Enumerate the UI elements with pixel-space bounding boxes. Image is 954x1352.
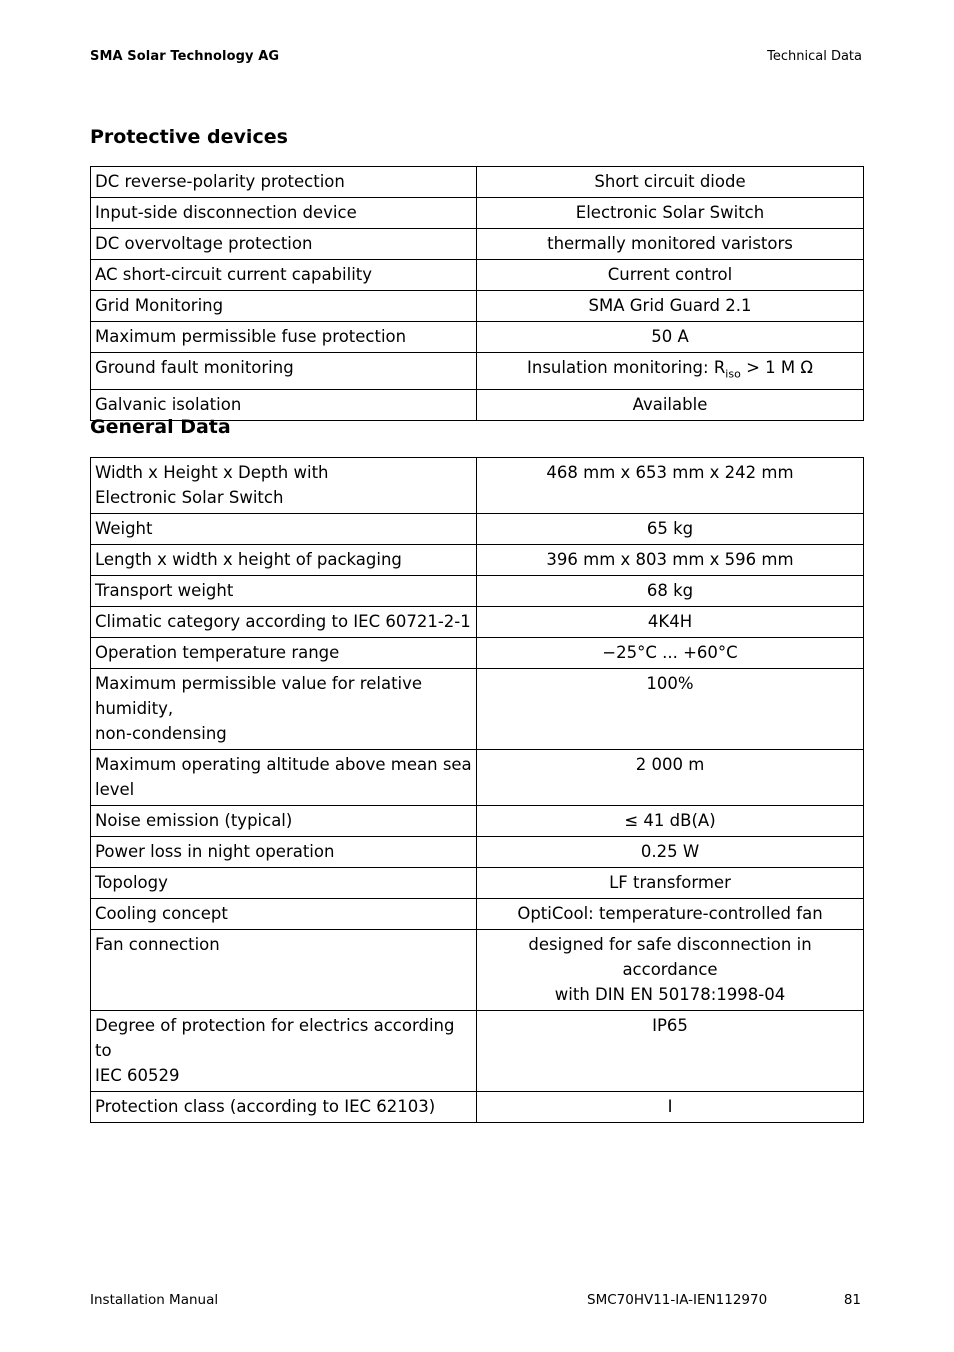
value-subscript: iso [725, 367, 741, 381]
spec-label: DC reverse-polarity protection [91, 167, 477, 198]
spec-value: 0.25 W [477, 837, 864, 868]
table-row [91, 229, 864, 260]
table-row [91, 899, 864, 930]
spec-value: Current control [477, 260, 864, 291]
spec-label: Input-side disconnection device [91, 198, 477, 229]
general-data-table [90, 457, 864, 1123]
spec-value: SMA Grid Guard 2.1 [477, 291, 864, 322]
spec-label [91, 1011, 477, 1092]
label-line: IEC 60529 [95, 1066, 180, 1085]
general-data-title: General Data [90, 416, 231, 438]
protective-devices-table [90, 166, 864, 421]
spec-label: Topology [91, 868, 477, 899]
value-line: with DIN EN 50178:1998-04 [554, 985, 786, 1004]
spec-value: IP65 [477, 1011, 864, 1092]
spec-value: 65 kg [477, 514, 864, 545]
spec-value: 396 mm x 803 mm x 596 mm [477, 545, 864, 576]
value-suffix: > 1 M Ω [740, 358, 813, 377]
header-section: Technical Data [767, 49, 862, 64]
spec-value: Electronic Solar Switch [477, 198, 864, 229]
label-line: Degree of protection for electrics according to [95, 1016, 455, 1060]
value-prefix: Insulation monitoring: R [527, 358, 726, 377]
spec-label: Cooling concept [91, 899, 477, 930]
spec-label: Protection class (according to IEC 62103) [91, 1092, 477, 1123]
label-line: Electronic Solar Switch [95, 488, 284, 507]
table-row [91, 576, 864, 607]
spec-label: AC short-circuit current capability [91, 260, 477, 291]
spec-label: Noise emission (typical) [91, 806, 477, 837]
footer-page-number: 81 [843, 1292, 861, 1308]
spec-value: ≤ 41 dB(A) [477, 806, 864, 837]
spec-value: Short circuit diode [477, 167, 864, 198]
spec-label [91, 669, 477, 750]
protective-devices-title: Protective devices [90, 126, 288, 148]
spec-value: 68 kg [477, 576, 864, 607]
spec-value: thermally monitored varistors [477, 229, 864, 260]
table-row [91, 868, 864, 899]
table-row [91, 750, 864, 806]
table-row [91, 806, 864, 837]
label-line: Maximum permissible value for relative humidity, [95, 674, 423, 718]
label-line: level [95, 780, 135, 799]
label-line: non-condensing [95, 724, 227, 743]
table-row [91, 322, 864, 353]
spec-value: LF transformer [477, 868, 864, 899]
table-row [91, 260, 864, 291]
value-line: designed for safe disconnection in accordance [528, 935, 812, 979]
footer-document-code: SMC70HV11-IA-IEN112970 [587, 1292, 768, 1308]
spec-value: 2 000 m [477, 750, 864, 806]
table-row [91, 514, 864, 545]
table-row [91, 291, 864, 322]
label-line: Width x Height x Depth with [95, 463, 329, 482]
table-row [91, 607, 864, 638]
spec-value: I [477, 1092, 864, 1123]
table-row [91, 545, 864, 576]
header-company: SMA Solar Technology AG [90, 49, 280, 64]
spec-value: 50 A [477, 322, 864, 353]
spec-value: 100% [477, 669, 864, 750]
spec-label: Fan connection [91, 930, 477, 1011]
table-row [91, 458, 864, 514]
footer-manual-title: Installation Manual [90, 1292, 219, 1308]
table-row [91, 167, 864, 198]
spec-label: Power loss in night operation [91, 837, 477, 868]
spec-value: OptiCool: temperature-controlled fan [477, 899, 864, 930]
spec-label: Maximum permissible fuse protection [91, 322, 477, 353]
spec-value [477, 353, 864, 390]
spec-value: 468 mm x 653 mm x 242 mm [477, 458, 864, 514]
spec-value: Available [477, 390, 864, 421]
spec-value: 4K4H [477, 607, 864, 638]
spec-value [477, 930, 864, 1011]
spec-label: Climatic category according to IEC 60721-2-1 [91, 607, 477, 638]
spec-label: Grid Monitoring [91, 291, 477, 322]
spec-label: Weight [91, 514, 477, 545]
table-row [91, 837, 864, 868]
table-row [91, 930, 864, 1011]
table-row [91, 638, 864, 669]
spec-label: Galvanic isolation [91, 390, 477, 421]
spec-label: Operation temperature range [91, 638, 477, 669]
spec-label [91, 458, 477, 514]
table-row [91, 353, 864, 390]
spec-label: DC overvoltage protection [91, 229, 477, 260]
table-row [91, 669, 864, 750]
spec-label: Ground fault monitoring [91, 353, 477, 390]
table-row [91, 1011, 864, 1092]
table-row [91, 198, 864, 229]
spec-label [91, 750, 477, 806]
table-row [91, 1092, 864, 1123]
spec-label: Length x width x height of packaging [91, 545, 477, 576]
label-line: Maximum operating altitude above mean sea [95, 755, 472, 774]
spec-label: Transport weight [91, 576, 477, 607]
spec-value: −25°C ... +60°C [477, 638, 864, 669]
